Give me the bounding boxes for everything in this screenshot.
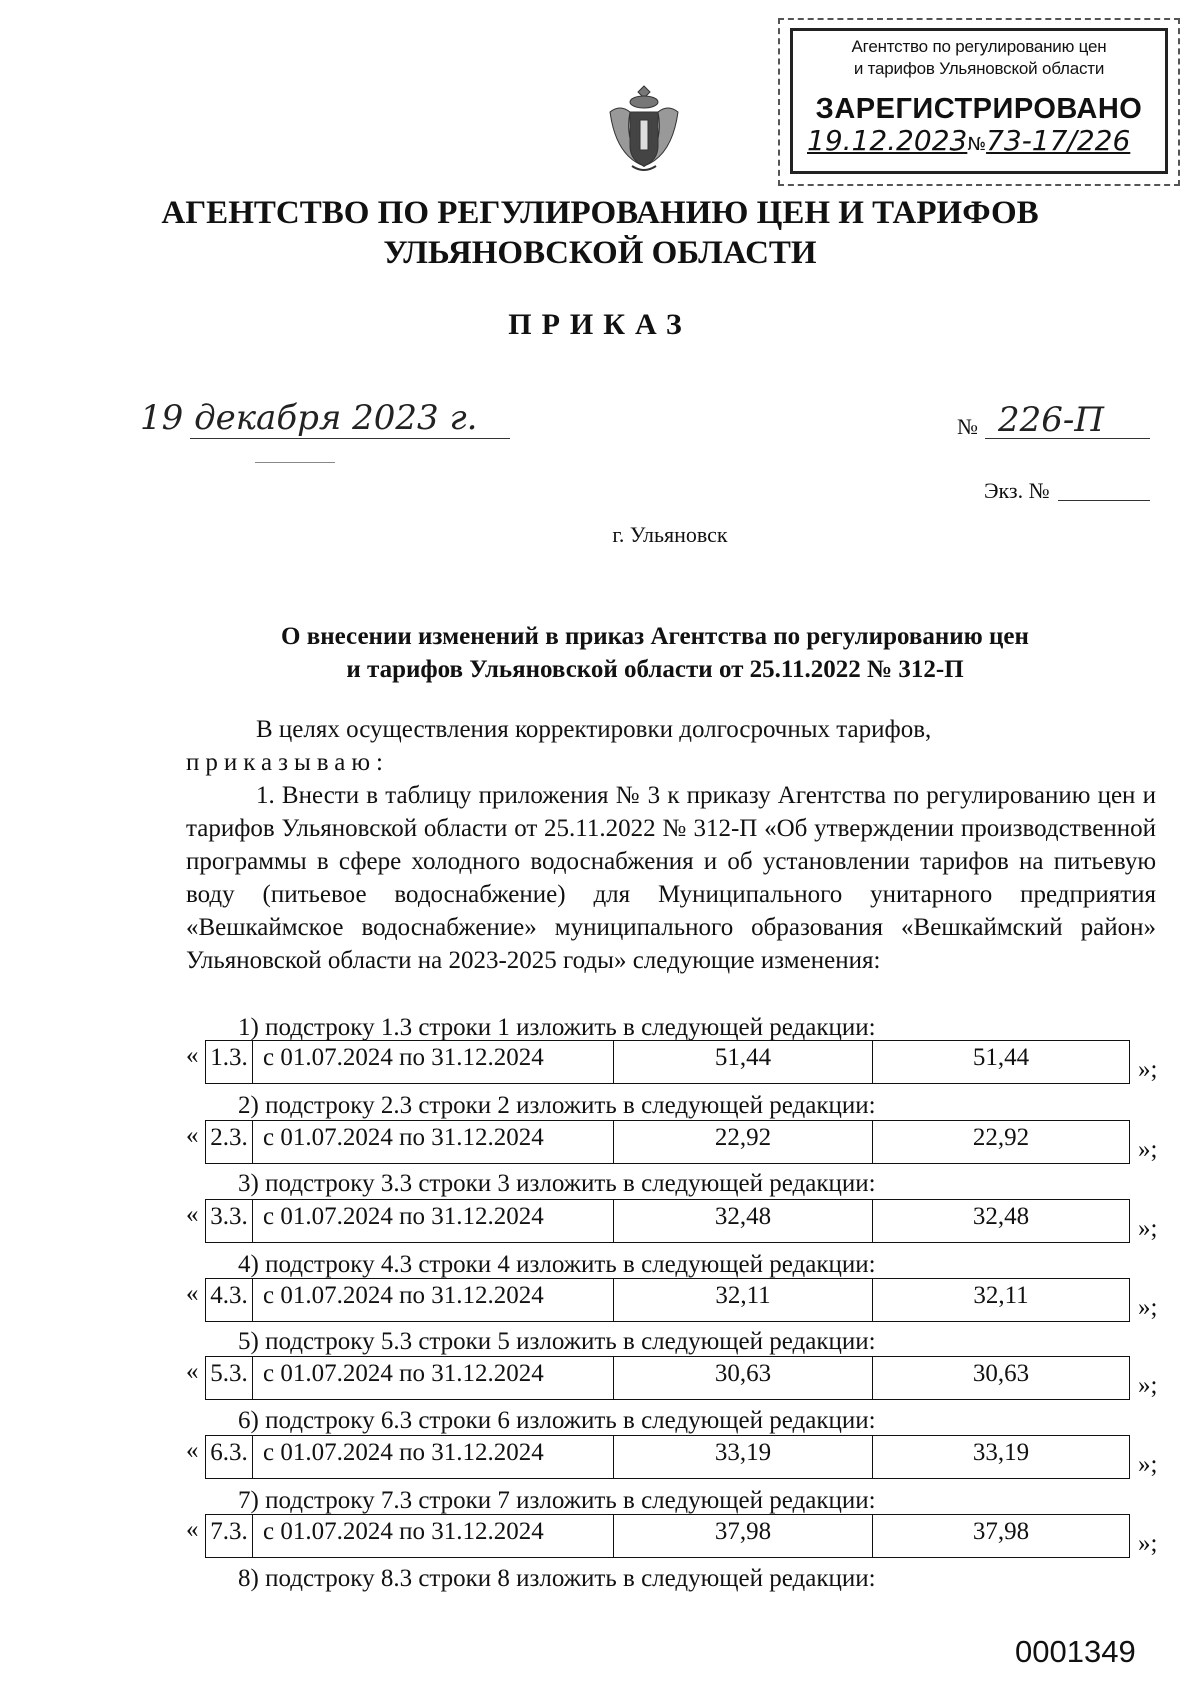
item-2-row [186,1120,1182,1166]
row-value-2: 51,44 [873,1041,1130,1084]
row-period: с 01.07.2024 по 31.12.2024 [253,1279,614,1322]
row-number: 6.3. [206,1436,253,1479]
copy-number-blank [1058,500,1150,501]
row-value-2: 33,19 [873,1436,1130,1479]
row-value-2: 37,98 [873,1515,1130,1558]
row-value-1: 32,11 [614,1279,873,1322]
item-5-row [186,1356,1182,1402]
item-8-text: 8) подстроку 8.3 строки 8 изложить в следующей редакции: [238,1565,876,1592]
close-quote: »; [1138,1294,1158,1321]
open-quote: « [186,1280,199,1307]
stamp-date: 19.12.2023 [807,124,968,157]
row-period: с 01.07.2024 по 31.12.2024 [253,1121,614,1164]
item-5-table [205,1356,1130,1400]
document-subject [0,620,1200,686]
row-value-2: 32,11 [873,1279,1130,1322]
item-6-text: 6) подстроку 6.3 строки 6 изложить в следующей редакции: [238,1407,876,1434]
item-6-row [186,1435,1182,1481]
date-underline-short [255,462,335,463]
close-quote: »; [1138,1056,1158,1083]
copy-number-label: Экз. № [984,478,1050,503]
open-quote: « [186,1122,199,1149]
item-7-text: 7) подстроку 7.3 строки 7 изложить в следующей редакции: [238,1487,876,1514]
row-period: с 01.07.2024 по 31.12.2024 [253,1200,614,1243]
row-number: 4.3. [206,1279,253,1322]
row-value-1: 30,63 [614,1357,873,1400]
handwritten-date: 19 декабря 2023 г. [140,398,478,438]
open-quote: « [186,1358,199,1385]
close-quote: »; [1138,1136,1158,1163]
subject-line1: О внесении изменений в приказ Агентства по регулированию цен [281,623,1029,650]
close-quote: »; [1138,1372,1158,1399]
row-value-2: 22,92 [873,1121,1130,1164]
open-quote: « [186,1437,199,1464]
row-number: 1.3. [206,1041,253,1084]
item-4-table [205,1278,1130,1322]
item-6-table [205,1435,1130,1479]
point-1-text: 1. Внести в таблицу приложения № 3 к приказу Агентства по регулированию цен и тарифов Ульяновской области от 25.11.2022 № 312-П «Об утверждении производственной программы в сфере холодного водоснабжения и об установлении тарифов на питьевую воду (питьевое водоснабжение) для Муниципального унитарного предприятия «Вешкаймское водоснабжение» муниципального образования «Вешкаймский район» Ульяновской области на 2023-2025 годы» следующие изменения: [186,782,1156,974]
item-7-table [205,1514,1130,1558]
open-quote: « [186,1201,199,1228]
subject-line2: и тарифов Ульяновской области от 25.11.2022 № 312-П [346,656,964,683]
row-period: с 01.07.2024 по 31.12.2024 [253,1041,614,1084]
intro-paragraph [186,713,1156,779]
agency-title [0,193,1200,273]
item-4-text: 4) подстроку 4.3 строки 4 изложить в следующей редакции: [238,1251,876,1278]
stamp-number-sign: № [967,134,987,155]
item-5-text: 5) подстроку 5.3 строки 5 изложить в следующей редакции: [238,1328,876,1355]
stamp-agency-line1: Агентство по регулированию цен [851,37,1107,56]
item-4-row [186,1278,1182,1324]
row-period: с 01.07.2024 по 31.12.2024 [253,1436,614,1479]
number-underline [985,438,1150,439]
item-1-row [186,1040,1182,1086]
stamp-registered: ЗАРЕГИСТРИРОВАНО [815,93,1143,125]
intro-text: В целях осуществления корректировки долгосрочных тарифов, [256,716,932,743]
row-value-1: 51,44 [614,1041,873,1084]
row-period: с 01.07.2024 по 31.12.2024 [253,1515,614,1558]
serial-number: 0001349 [1015,1634,1136,1669]
close-quote: »; [1138,1451,1158,1478]
item-2-text: 2) подстроку 2.3 строки 2 изложить в следующей редакции: [238,1092,876,1119]
agency-title-line1: АГЕНТСТВО ПО РЕГУЛИРОВАНИЮ ЦЕН И ТАРИФОВ [161,195,1039,231]
date-underline [190,438,510,439]
handwritten-number: 226-П [998,400,1105,440]
row-value-1: 37,98 [614,1515,873,1558]
row-value-2: 30,63 [873,1357,1130,1400]
agency-title-line2: УЛЬЯНОВСКОЙ ОБЛАСТИ [383,235,817,271]
stamp-frame [790,28,1168,174]
row-value-1: 22,92 [614,1121,873,1164]
document-type: ПРИКАЗ [508,308,692,341]
item-3-table [205,1199,1130,1243]
row-number: 5.3. [206,1357,253,1400]
number-label: № [957,414,978,439]
coat-of-arms-icon [602,82,686,178]
row-value-1: 32,48 [614,1200,873,1243]
open-quote: « [186,1516,199,1543]
row-period: с 01.07.2024 по 31.12.2024 [253,1357,614,1400]
item-3-row [186,1199,1182,1245]
row-value-1: 33,19 [614,1436,873,1479]
item-1-table [205,1040,1130,1084]
row-number: 3.3. [206,1200,253,1243]
row-value-2: 32,48 [873,1200,1130,1243]
close-quote: »; [1138,1530,1158,1557]
item-3-text: 3) подстроку 3.3 строки 3 изложить в следующей редакции: [238,1170,876,1197]
item-1-text: 1) подстроку 1.3 строки 1 изложить в следующей редакции: [238,1014,876,1041]
open-quote: « [186,1042,199,1069]
item-7-row [186,1514,1182,1560]
close-quote: »; [1138,1215,1158,1242]
point-1-paragraph [186,779,1156,977]
city: г. Ульяновск [612,522,728,547]
item-2-table [205,1120,1130,1164]
stamp-date-line [807,124,1155,157]
row-number: 7.3. [206,1515,253,1558]
order-word: приказываю: [186,749,389,776]
stamp-agency-line2: и тарифов Ульяновской области [853,59,1105,78]
stamp-number: 73-17/226 [986,124,1131,157]
registration-stamp [778,18,1180,186]
row-number: 2.3. [206,1121,253,1164]
